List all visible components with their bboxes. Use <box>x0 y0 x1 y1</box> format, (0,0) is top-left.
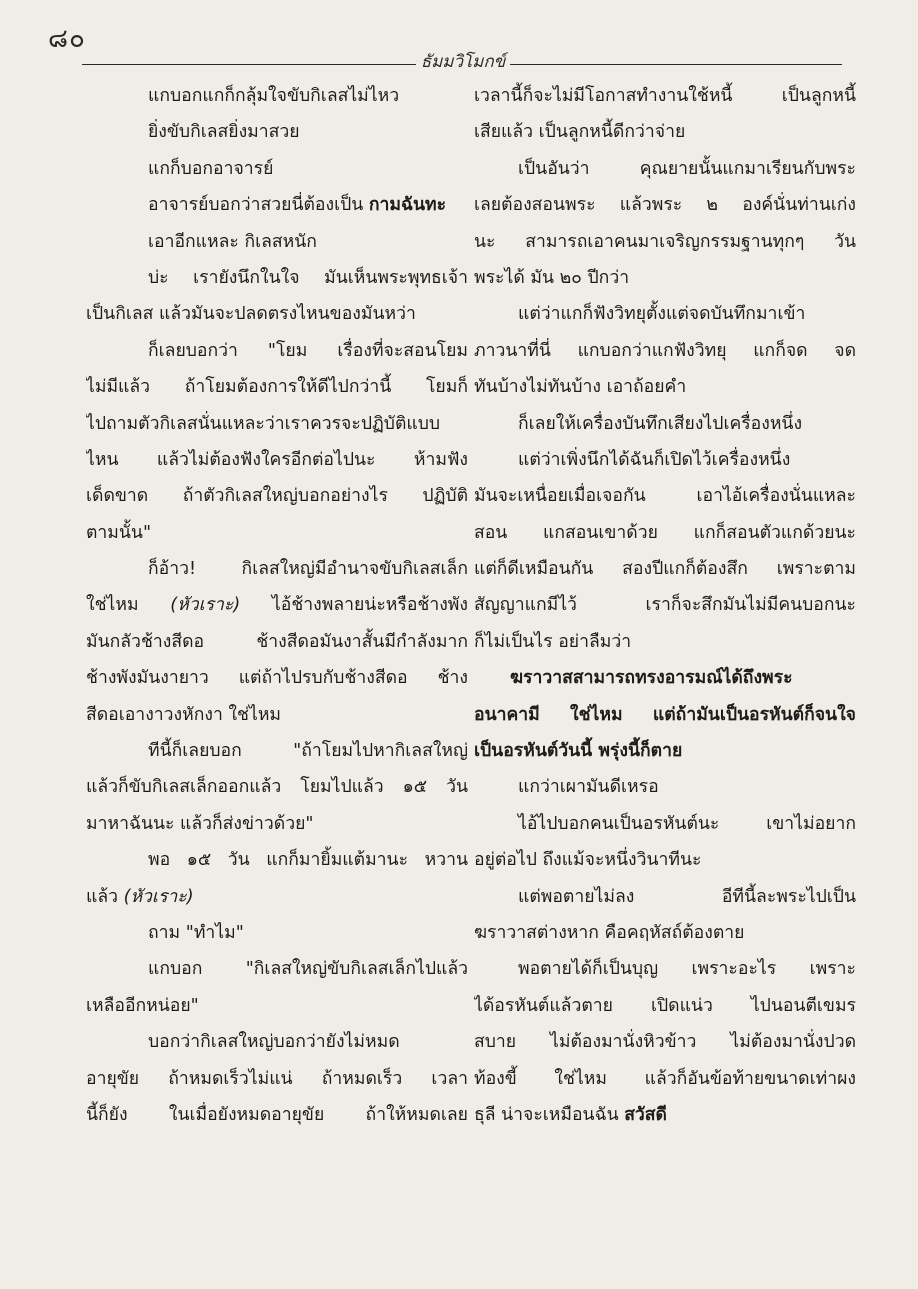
line-text: ก็อ้าว! กิเลสใหญ่มีอำนาจขับกิเลสเล็ก <box>148 559 468 580</box>
text-line <box>86 296 468 332</box>
line-text: แต่ก็ดีเหมือนกัน สองปีแกก็ต้องสึก เพราะตาม <box>474 559 856 580</box>
text-line <box>86 842 468 878</box>
text-line <box>86 915 468 951</box>
text-line <box>474 224 856 260</box>
text-line <box>474 660 856 696</box>
text-line <box>86 478 468 514</box>
line-text: แกว่าเผามันดีเหรอ <box>518 777 659 798</box>
line-text: พอ ๑๕ วัน แกก็มายิ้มแต้มานะ หวาน <box>148 850 468 871</box>
text-line <box>86 951 468 987</box>
line-text: มันจะเหนื่อยเมื่อเจอกัน เอาไอ้เครื่องนั่นแหละ <box>474 486 856 507</box>
page-number: ๘๐ <box>48 24 86 54</box>
text-line <box>86 78 468 114</box>
line-text: สีดอเอางาวงหักงา ใช่ไหม <box>86 704 282 725</box>
line-text: เวลานี้ก็จะไม่มีโอกาสทำงานใช้หนี้ เป็นลูกหนี้ <box>474 86 856 106</box>
text-line <box>474 697 856 733</box>
line-text: บ่ะ เรายังนึกในใจ มันเห็นพระพุทธเจ้า <box>148 267 468 288</box>
line-text: เหลืออีกหน่อย" <box>86 995 199 1016</box>
text-line <box>86 187 468 223</box>
line-text: อายุขัย ถ้าหมดเร็วไม่แน่ ถ้าหมดเร็ว เวลา <box>86 1068 468 1089</box>
text-line <box>474 624 856 660</box>
line-text: ไอ้ช้างพลายน่ะหรือช้างพัง <box>240 595 468 616</box>
line-text: แกก็บอกอาจารย์ <box>148 158 274 179</box>
text-line <box>474 988 856 1024</box>
line-text: ได้อรหันต์แล้วตาย เปิดแน่ว ไปนอนตีเขมร <box>474 995 856 1016</box>
text-line <box>86 624 468 660</box>
line-text: ช้างพังมันงายาว แต่ถ้าไปรบกับช้างสีดอ ช้าง <box>86 668 468 689</box>
bold-text: เป็นอรหันต์วันนี้ พรุ่งนี้ก็ตาย <box>474 741 683 762</box>
text-line <box>474 187 856 223</box>
line-text: ยิ่งขับกิเลสยิ่งมาสวย <box>148 122 300 143</box>
line-text: ถาม "ทำไม" <box>148 922 244 943</box>
text-line <box>86 333 468 369</box>
line-text: ตามนั้น" <box>86 522 152 543</box>
line-text: ธุลี น่าจะเหมือนฉัน <box>474 1104 625 1125</box>
line-text: แต่ว่าแกก็ฟังวิทยุตั้งแต่จดบันทึกมาเข้า <box>518 304 806 325</box>
bold-text: กามฉันทะ <box>368 195 447 216</box>
text-line <box>474 296 856 332</box>
text-line <box>86 260 468 296</box>
text-line <box>474 406 856 442</box>
text-line <box>474 260 856 296</box>
text-line <box>86 660 468 696</box>
line-text: อยู่ต่อไป ถึงแม้จะหนึ่งวินาทีนะ <box>474 850 702 871</box>
line-text: พระได้ มัน ๒๐ ปีกว่า <box>474 267 630 288</box>
line-text: แต่พอตายไม่ลง อีทีนี้ละพระไปเป็น <box>518 886 856 907</box>
text-line <box>474 951 856 987</box>
text-line <box>474 114 856 150</box>
line-text: ก็ไม่เป็นไร อย่าลืมว่า <box>474 631 632 652</box>
line-text: ฆราวาสต่างหาก คือคฤหัสถ์ต้องตาย <box>474 922 745 943</box>
text-line <box>86 551 468 587</box>
running-title: ธัมมวิโมกข์ <box>420 52 506 72</box>
text-line <box>86 697 468 733</box>
line-text: เลยต้องสอนพระ แล้วพระ ๒ องค์นั่นท่านเก่ง <box>474 195 856 216</box>
line-text: เอาอีกแหละ กิเลสหนัก <box>148 231 317 252</box>
text-line <box>86 114 468 150</box>
text-line <box>86 1061 468 1097</box>
text-line <box>86 879 468 915</box>
text-line <box>474 151 856 187</box>
text-line <box>474 515 856 551</box>
text-line <box>474 442 856 478</box>
line-text: มาหาฉันนะ แล้วก็ส่งข่าวด้วย" <box>86 813 314 834</box>
line-text: ภาวนาที่นี่ แกบอกว่าแกฟังวิทยุ แกก็จด จด <box>474 340 856 361</box>
line-text: ไอ้ไปบอกคนเป็นอรหันต์นะ เขาไม่อยาก <box>518 813 856 834</box>
line-text: สบาย ไม่ต้องมานั่งหิวข้าว ไม่ต้องมานั่งปวด <box>474 1032 856 1053</box>
bold-text: ฆราวาสสามารถทรงอารมณ์ได้ถึงพระ <box>510 668 793 689</box>
italic-text: (หัวเราะ) <box>170 595 241 616</box>
header-rule-right <box>510 64 842 65</box>
text-line <box>474 551 856 587</box>
text-line <box>474 78 856 114</box>
text-line <box>86 406 468 442</box>
line-text: แล้วก็ขับกิเลสเล็กออกแล้ว โยมไปแล้ว ๑๕ วัน <box>86 777 468 798</box>
text-line <box>86 151 468 187</box>
text-line <box>86 515 468 551</box>
line-text: เด็ดขาด ถ้าตัวกิเลสใหญ่บอกอย่างไร ปฏิบัติ <box>86 486 468 507</box>
line-text: แกบอกแกก็กลุ้มใจขับกิเลสไม่ไหว <box>148 86 400 106</box>
text-line <box>474 915 856 951</box>
line-text: สัญญาแกมีไว้ เราก็จะสึกมันไม่มีคนบอกนะ <box>474 595 856 616</box>
text-line <box>474 769 856 805</box>
line-text: เป็นอันว่า คุณยายนั้นแกมาเรียนกับพระ <box>518 158 856 179</box>
text-line <box>474 587 856 623</box>
line-text: ท้องขี้ ใช่ไหม แล้วก็อันข้อท้ายขนาดเท่าผง <box>474 1068 856 1089</box>
line-text: ทันบ้างไม่ทันบ้าง เอาถ้อยคำ <box>474 377 687 398</box>
line-text: แต่ว่าเพิ่งนึกได้ฉันก็เปิดไว้เครื่องหนึ่ง <box>518 449 791 470</box>
line-text: นะ สามารถเอาคนมาเจริญกรรมฐานทุกๆ วัน <box>474 231 856 252</box>
text-line <box>474 333 856 369</box>
text-line <box>86 442 468 478</box>
left-text-column <box>86 78 468 1133</box>
right-text-column <box>474 78 856 1133</box>
text-line <box>474 369 856 405</box>
line-text: แล้ว <box>86 886 124 907</box>
text-line <box>86 224 468 260</box>
text-line <box>474 1061 856 1097</box>
line-text: ทีนี้ก็เลยบอก "ถ้าโยมไปหากิเลสใหญ่ <box>148 741 468 762</box>
line-text: ก็เลยบอกว่า "โยม เรื่องที่จะสอนโยม <box>148 340 468 361</box>
text-line <box>86 988 468 1024</box>
line-text: ไปถามตัวกิเลสนั่นแหละว่าเราควรจะปฏิบัติแบบ <box>86 413 441 434</box>
line-text: ไหน แล้วไม่ต้องฟังใครอีกต่อไปนะ ห้ามฟัง <box>86 449 468 470</box>
line-text: เสียแล้ว เป็นลูกหนี้ดีกว่าจ่าย <box>474 122 686 143</box>
text-line <box>474 806 856 842</box>
line-text: พอตายได้ก็เป็นบุญ เพราะอะไร เพราะ <box>518 959 856 980</box>
line-text: แกบอก "กิเลสใหญ่ขับกิเลสเล็กไปแล้ว <box>148 959 468 980</box>
italic-text: (หัวเราะ) <box>123 886 194 907</box>
bold-text: สวัสดี <box>624 1104 667 1125</box>
line-text: อาจารย์บอกว่าสวยนี่ต้องเป็น <box>148 195 369 216</box>
text-line <box>474 879 856 915</box>
text-line <box>86 1097 468 1133</box>
text-line <box>86 1024 468 1060</box>
text-line <box>86 806 468 842</box>
text-line <box>474 733 856 769</box>
line-text: เป็นกิเลส แล้วมันจะปลดตรงไหนของมันหว่า <box>86 304 416 325</box>
text-line <box>86 769 468 805</box>
line-text: สอน แกสอนเขาด้วย แกก็สอนตัวแกด้วยนะ <box>474 522 856 543</box>
header-rule-left <box>82 64 416 65</box>
text-line <box>474 478 856 514</box>
text-line <box>86 733 468 769</box>
line-text: นี้ก็ยัง ในเมื่อยังหมดอายุขัย ถ้าให้หมดเลย <box>86 1104 468 1125</box>
text-line <box>474 842 856 878</box>
line-text: ไม่มีแล้ว ถ้าโยมต้องการให้ดีไปกว่านี้ โยมก็ <box>86 377 468 398</box>
bold-text: อนาคามี ใช่ไหม แต่ถ้ามันเป็นอรหันต์ก็จนใจ <box>474 704 856 725</box>
line-text: มันกลัวช้างสีดอ ช้างสีดอมันงาสั้นมีกำลังมาก <box>86 631 468 652</box>
line-text: บอกว่ากิเลสใหญ่บอกว่ายังไม่หมด <box>148 1032 400 1053</box>
text-line <box>474 1097 856 1133</box>
text-line <box>474 1024 856 1060</box>
line-text: ก็เลยให้เครื่องบันทึกเสียงไปเครื่องหนึ่ง <box>518 413 803 434</box>
text-line <box>86 369 468 405</box>
text-line <box>86 587 468 623</box>
line-text: ใช่ไหม <box>86 595 171 616</box>
